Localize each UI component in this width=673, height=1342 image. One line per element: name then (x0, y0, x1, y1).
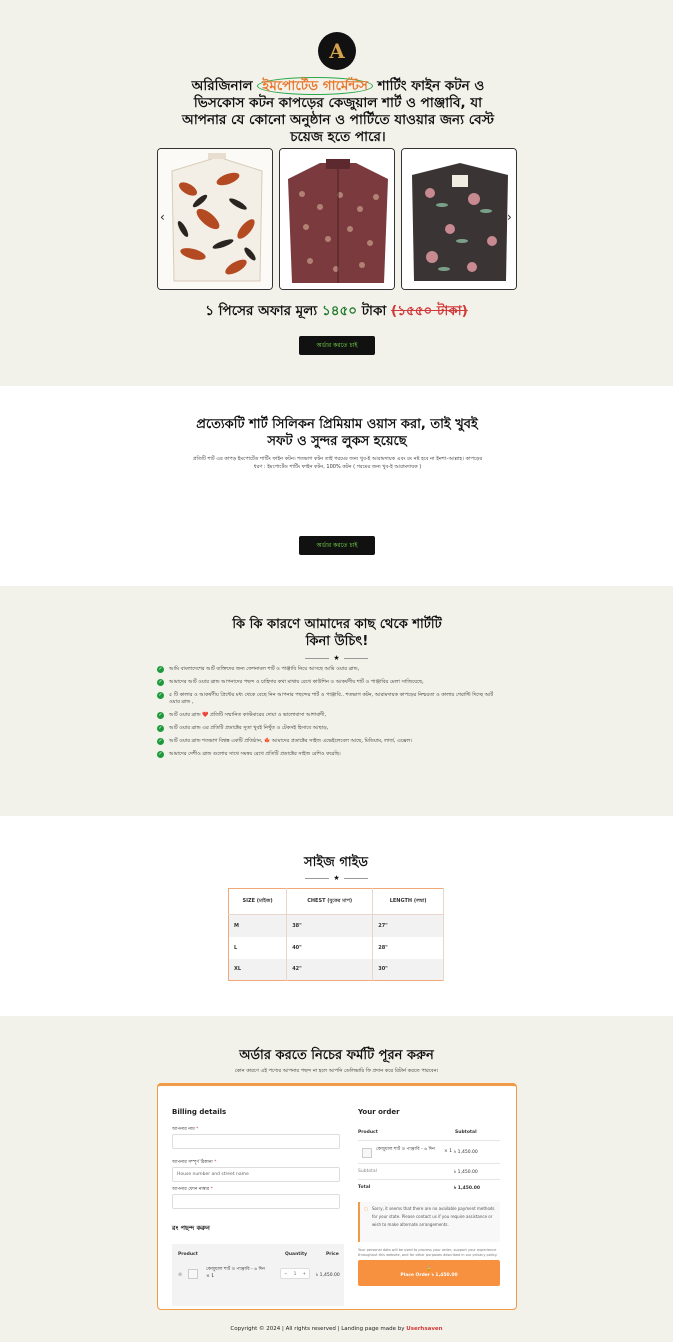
product-carousel[interactable] (157, 148, 517, 290)
summary-product-name: কেজুয়াল শার্ট ও পাঞ্জাবি - ৬ দিন (376, 1147, 435, 1152)
hero-title-start: অরিজিনাল (191, 78, 253, 94)
star-icon: ★ (333, 874, 340, 882)
check-circle-icon: ✓ (158, 725, 163, 731)
price-new: ১৪৫০ (321, 303, 357, 319)
choose-color-title: রং পছন্দ করুন (172, 1224, 210, 1232)
hero-title-end: শার্টিং ফাইন কটন ও ভিসকোস কটন কাপড়ের কেজুয়াল শার্ট ও পাঞ্জাবি, যা আপনার যে কোনো অনুষ্ঠান ও পার্টিতে যাওয়ার জন্য বেস্ট চয়েজ হতে পারে। (182, 78, 494, 145)
order-button-hero[interactable]: অর্ডার করতে চাই (299, 336, 375, 355)
star-icon: ★ (333, 654, 340, 662)
list-item: ✓ আমাদের দেশীও ব্রান্ড গুলোর সাথে সমন্বয় রেখে প্রতিটি প্রডাক্টের সাইজ রেশিও করেছি। (158, 751, 341, 757)
name-label: আপনার নাম * (172, 1127, 199, 1132)
order-section (0, 1016, 673, 1342)
summary-header-subtotal: Subtotal (455, 1130, 477, 1135)
total-label: Total (358, 1185, 371, 1190)
check-circle-icon: ✓ (158, 679, 163, 685)
summary-product-thumb (362, 1148, 372, 1158)
list-item: ✓ আর্ট ওয়ার ব্রান্ড এর প্রতিটি প্রডাক্টের সুতা খুবই নিখুঁত ও টেকসই হিসাবে আছাড়, (158, 725, 329, 731)
address-label: আপনার সম্পূর্ণ ঠিকানা * (172, 1160, 217, 1165)
section-divider (300, 874, 373, 882)
list-item: ✓ আর্ট ওয়ার ব্রান্ড শতভাগ বিশ্বস্ত একটি প্রতিষ্ঠান, 🍁 আমাদের প্রডাক্টের সাইজ এভেইলেবেল আছে, মিডিয়াম, লার্জ, এক্সেল। (158, 738, 413, 744)
your-order-title: Your order (358, 1108, 400, 1116)
table-row: XL 42" 30" (229, 959, 444, 981)
check-circle-icon: ✓ (158, 712, 163, 718)
reasons-list (157, 666, 497, 764)
footer-brand-link[interactable]: Userhsaven (406, 1326, 443, 1332)
reasons-section (0, 586, 673, 816)
check-circle-icon: ✓ (158, 666, 163, 672)
size-table (228, 888, 444, 981)
payment-notice: ▢ Sorry, it seems that there are no available payment methods for your state. Please contact us if you require assistance or wish to make alternate arrangements. (358, 1202, 500, 1242)
hero-title-highlight: ইমপোর্টেড গার্মেন্টস (257, 77, 373, 95)
place-order-button[interactable]: 🔒 Place Order ৳ 1,450.00 (358, 1260, 500, 1286)
checkout-form (157, 1083, 517, 1310)
list-item: ✓ আমাদের আর্ট ওয়ার ব্রান্ড আপনাদের পছন্দ ও চাহিদার কথা মাথায় রেখে কাউশিন ও আকর্ষণীয় শার্ট ও পাঞ্জাবির মেলা সাজিয়েছে, (158, 679, 424, 685)
list-item: ✓ আমি বাংলাদেশের আর্ট ব্যক্তিদের জন্য ফেশনাবল শার্ট ও পাঞ্জাবি নিয়ে আসছে আমি ওয়ার ব্রান্ড, (158, 666, 360, 672)
order-title: অর্ডার করতে নিচের ফর্মটি পূরন করুন (239, 1048, 434, 1063)
chest-header: CHEST (বুকের মাপ) (287, 889, 373, 915)
cart-header-price: Price (326, 1252, 339, 1257)
silicon-title: প্রত্যেকটি শার্ট সিলিকন প্রিমিয়াম ওয়াস করা, তাই খুবই সফট ও সুন্দর লুকস হয়েছে (196, 417, 478, 449)
cart-product-name[interactable]: কেজুয়াল শার্ট ও পাঞ্জাবি - ৬ দিন × 1 (206, 1267, 265, 1279)
total-value: ৳ 1,450.00 (454, 1186, 481, 1191)
remove-item-icon[interactable]: ⊗ (178, 1272, 183, 1278)
order-subtitle: কোন কারণে এই পণ্যের আপনার পছন্দ না হলে আপনি ডেলিভারি ফি প্রদান করে রিটার্ন করতে পারবেন। (234, 1068, 439, 1074)
check-circle-icon: ✓ (158, 738, 163, 744)
list-item: ✓ আর্ট ওয়ার ব্রান্ড ❤️ প্রতিটি সম্মানিত কাস্টমারের দোয়া ও ভালোবাসা আশাবাদী, (158, 712, 327, 718)
subtotal-label: Subtotal (358, 1169, 377, 1174)
silicon-section (0, 386, 673, 586)
section-divider (300, 654, 373, 662)
list-item: ✓ ৫ টি কালার ও আকর্ষণীয় প্রিন্টের মধ্য থেকে বেছে নিন আপনার পছন্দের শার্ট ও পাঞ্জাবি.. শতভাগ কটন, আরামদায়ক কাপড়ের নিশ্চয়তা ও কালার গেরান্টি দিচ্ছে আর্ট ওয়ার ব্রান্ড , (158, 692, 494, 705)
size-guide-title: সাইজ গাইড (304, 855, 368, 870)
cart-price: ৳ 1,450.00 (316, 1273, 340, 1278)
info-icon: ▢ (364, 1206, 368, 1211)
silicon-description: প্রতিটি শার্ট এর কাপড় ইমপোর্টেড শার্টিং ফাইন কটন। শতভাগ কটন তাই গরমের জন্য খুব-ই আরামদায়ক এবং রং নষ্ট হবে না ইনশা–আল্লাহ। কাপড়ের ধরণ : ইমপোর্টেড শার্টিং ফাইন কটন, 100% কটন ( গরমের জন্য খুব-ই আরামদায়ক ) (192, 456, 483, 470)
subtotal-value: ৳ 1,450.00 (454, 1170, 478, 1175)
quantity-stepper[interactable]: − 1 + (280, 1268, 310, 1279)
plus-icon[interactable]: + (302, 1271, 306, 1276)
carousel-slide-1[interactable] (157, 148, 273, 290)
table-row: M 38" 27" (229, 915, 444, 937)
carousel-prev-icon[interactable]: ‹ (160, 210, 165, 224)
carousel-slide-3[interactable] (401, 148, 517, 290)
offer-price: ১ পিসের অফার মূল্য ১৪৫০ টাকা (১৫৫০ টাকা) (205, 303, 468, 319)
footer: Copyright © 2024 | All rights reserved | Landing page made by Userhsaven (230, 1326, 443, 1332)
carousel-slide-2[interactable] (279, 148, 395, 290)
reasons-title: কি কি কারণে আমাদের কাছ থেকে শার্টটি কিনা উচিৎ! (232, 617, 442, 649)
cart-header-product: Product (178, 1252, 198, 1257)
hero-section (0, 0, 673, 386)
price-old: (১৫৫০ টাকা) (391, 303, 468, 319)
billing-title: Billing details (172, 1108, 227, 1116)
phone-label: আপনার ফোন নাম্বার * (172, 1187, 213, 1192)
carousel-next-icon[interactable]: › (507, 210, 512, 224)
cart-header-quantity: Quantity (285, 1252, 308, 1257)
address-input[interactable]: House number and street name (172, 1167, 340, 1182)
brand-logo[interactable]: A (318, 32, 356, 70)
size-header: SIZE (মাইজ) (229, 889, 287, 915)
size-guide-section (0, 816, 673, 1016)
privacy-text: Your personal data will be used to process your order, support your experience throughout this website, and for other purposes described in our privacy policy. (358, 1248, 498, 1257)
hero-title (180, 78, 496, 146)
cart-product-thumb (188, 1269, 198, 1279)
summary-header-product: Product (358, 1130, 378, 1135)
summary-price: ৳ 1,450.00 (454, 1150, 478, 1155)
check-circle-icon: ✓ (158, 751, 163, 757)
phone-input[interactable] (172, 1194, 340, 1209)
summary-qty: × 1 (444, 1149, 453, 1154)
lock-icon: 🔒 (426, 1267, 432, 1272)
order-button-silicon[interactable]: অর্ডার করতে চাই (299, 536, 375, 555)
check-circle-icon: ✓ (158, 692, 163, 698)
minus-icon[interactable]: − (284, 1271, 288, 1276)
table-row: L 40" 28" (229, 937, 444, 959)
length-header: LENGTH (লম্বা) (373, 889, 444, 915)
name-input[interactable] (172, 1134, 340, 1149)
